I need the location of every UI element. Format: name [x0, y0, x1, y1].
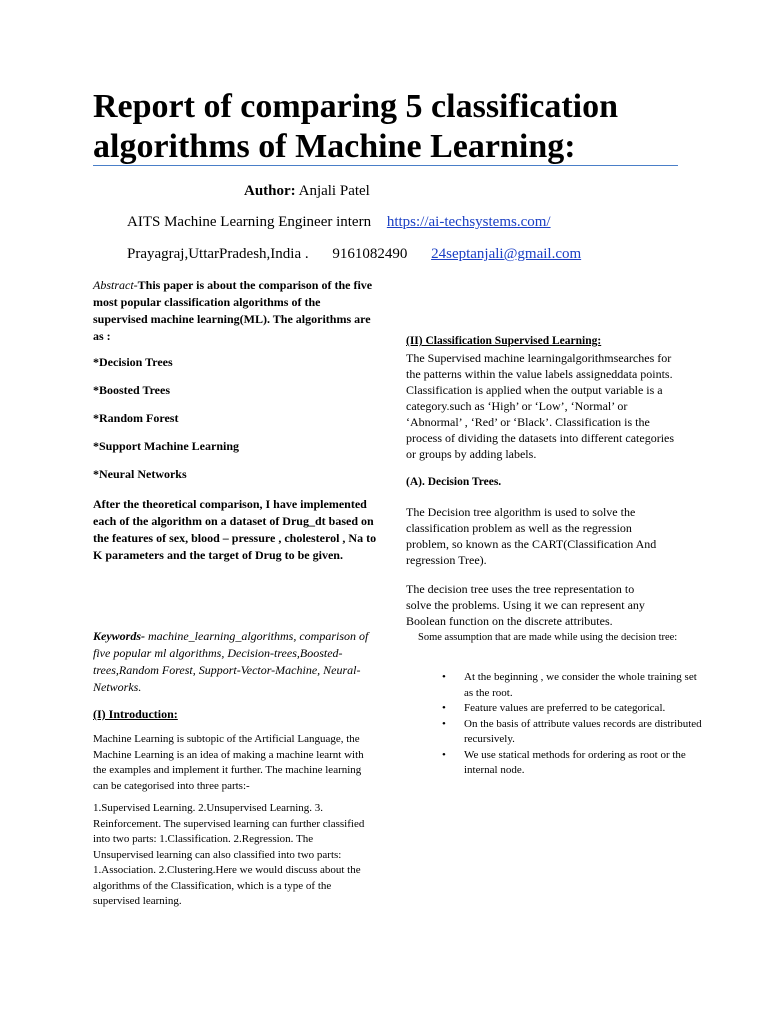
intro-paragraph-1: Machine Learning is subtopic of the Artificial Language, the Machine Learning is an idea of making a machine learnt with the examples and implement it further. The machine learning can be categorised into three parts:-	[93, 733, 364, 792]
assumption-list	[406, 670, 706, 779]
intro-paragraph-2: 1.Supervised Learning. 2.Unsupervised Learning. 3. Reinforcement. The supervised learning can further classified into two parts: 1.Classification. 2.Regression. The Unsupervised learning can also classified into two parts: 1.Association. 2.Clustering.Here we would discuss about the algorithms of the Classification, which is a type of the supervised learning.	[93, 802, 365, 907]
bullet-glyph: •	[442, 748, 446, 761]
contact-location: Prayagraj,UttarPradesh,India .	[127, 246, 309, 262]
abstract-text: This paper is about the comparison of the five most popular classification algorithms of the supervised machine learning(ML). The algorithms are as :	[93, 278, 373, 343]
contact-phone: 9161082490	[332, 246, 408, 262]
paper-title: Report of comparing 5 classification algorithms of Machine Learning:	[93, 88, 619, 165]
bullet-glyph: •	[442, 671, 446, 683]
bullet-glyph: •	[442, 717, 446, 730]
decision-trees-paragraph-2: The decision tree uses the tree representation to solve the problems. Using it we can represent any Boolean function on the discrete attributes.	[406, 582, 645, 628]
affiliation-url-link[interactable]: https://ai-techsystems.com/	[386, 214, 551, 230]
assumption-item	[406, 717, 706, 748]
affiliation-line	[127, 214, 551, 231]
classification-paragraph: The Supervised machine learningalgorithmsearches for the patterns within the value labels assigneddata points. Classification is applied when the output variable is a category.such as ‘High’ or ‘Low’, ‘Normal’ or ‘Abnormal’ , ‘Red’ or ‘Black’. Classification is the process of dividing the datasets into different categories or groups by adding labels.	[406, 351, 675, 461]
affiliation-org: AITS Machine Learning Engineer intern	[127, 214, 372, 230]
assumption-text: We use statical methods for ordering as root or the internal node.	[464, 748, 686, 776]
classification-heading: (II) Classification Supervised Learning:	[406, 335, 602, 347]
algorithm-item: *Random Forest	[93, 411, 179, 425]
assumption-item	[406, 670, 706, 701]
assumption-item	[406, 701, 706, 717]
abstract-label: Abstract-	[93, 278, 138, 292]
decision-trees-paragraph-3: Some assumption that are made while using the decision tree:	[418, 632, 678, 643]
contact-email-link[interactable]: 24septanjali@gmail.com	[431, 246, 582, 262]
decision-trees-heading: (A). Decision Trees.	[406, 476, 502, 488]
intro-heading: (I) Introduction:	[93, 707, 178, 721]
author-name: Anjali Patel	[298, 183, 370, 199]
assumption-item	[406, 748, 706, 779]
right-column	[406, 335, 706, 776]
assumption-text: At the beginning , we consider the whole training set as the root.	[464, 671, 697, 699]
algorithm-item: *Boosted Trees	[93, 383, 170, 397]
assumption-text: Feature values are preferred to be categorical.	[464, 702, 666, 714]
left-column	[93, 277, 378, 907]
algorithm-item: *Neural Networks	[93, 467, 187, 481]
algorithm-item: *Decision Trees	[93, 355, 173, 369]
keywords-label: Keywords-	[93, 629, 145, 643]
title-rule	[93, 165, 678, 166]
abstract-after: After the theoretical comparison, I have implemented each of the algorithm on a dataset of Drug_dt based on the features of sex, blood – pressure , cholesterol , Na to K parameters and the target of Drug to be given.	[93, 497, 377, 562]
abstract	[93, 277, 378, 345]
keywords	[93, 628, 378, 696]
author-label: Author:	[244, 183, 296, 199]
assumption-text: On the basis of attribute values records are distributed recursively.	[464, 717, 702, 745]
author-line	[244, 183, 370, 200]
decision-trees-paragraph-1: The Decision tree algorithm is used to solve the classification problem as well as the regression problem, so known as the CART(Classification And regression Tree).	[406, 505, 657, 567]
algorithm-item: *Support Machine Learning	[93, 439, 240, 453]
contact-line	[127, 246, 581, 263]
bullet-glyph: •	[442, 702, 446, 714]
keywords-text: machine_learning_algorithms, comparison of five popular ml algorithms, Decision-trees,Boosted-trees,Random Forest, Support-Vector-Machine, Neural-Networks.	[93, 629, 369, 694]
